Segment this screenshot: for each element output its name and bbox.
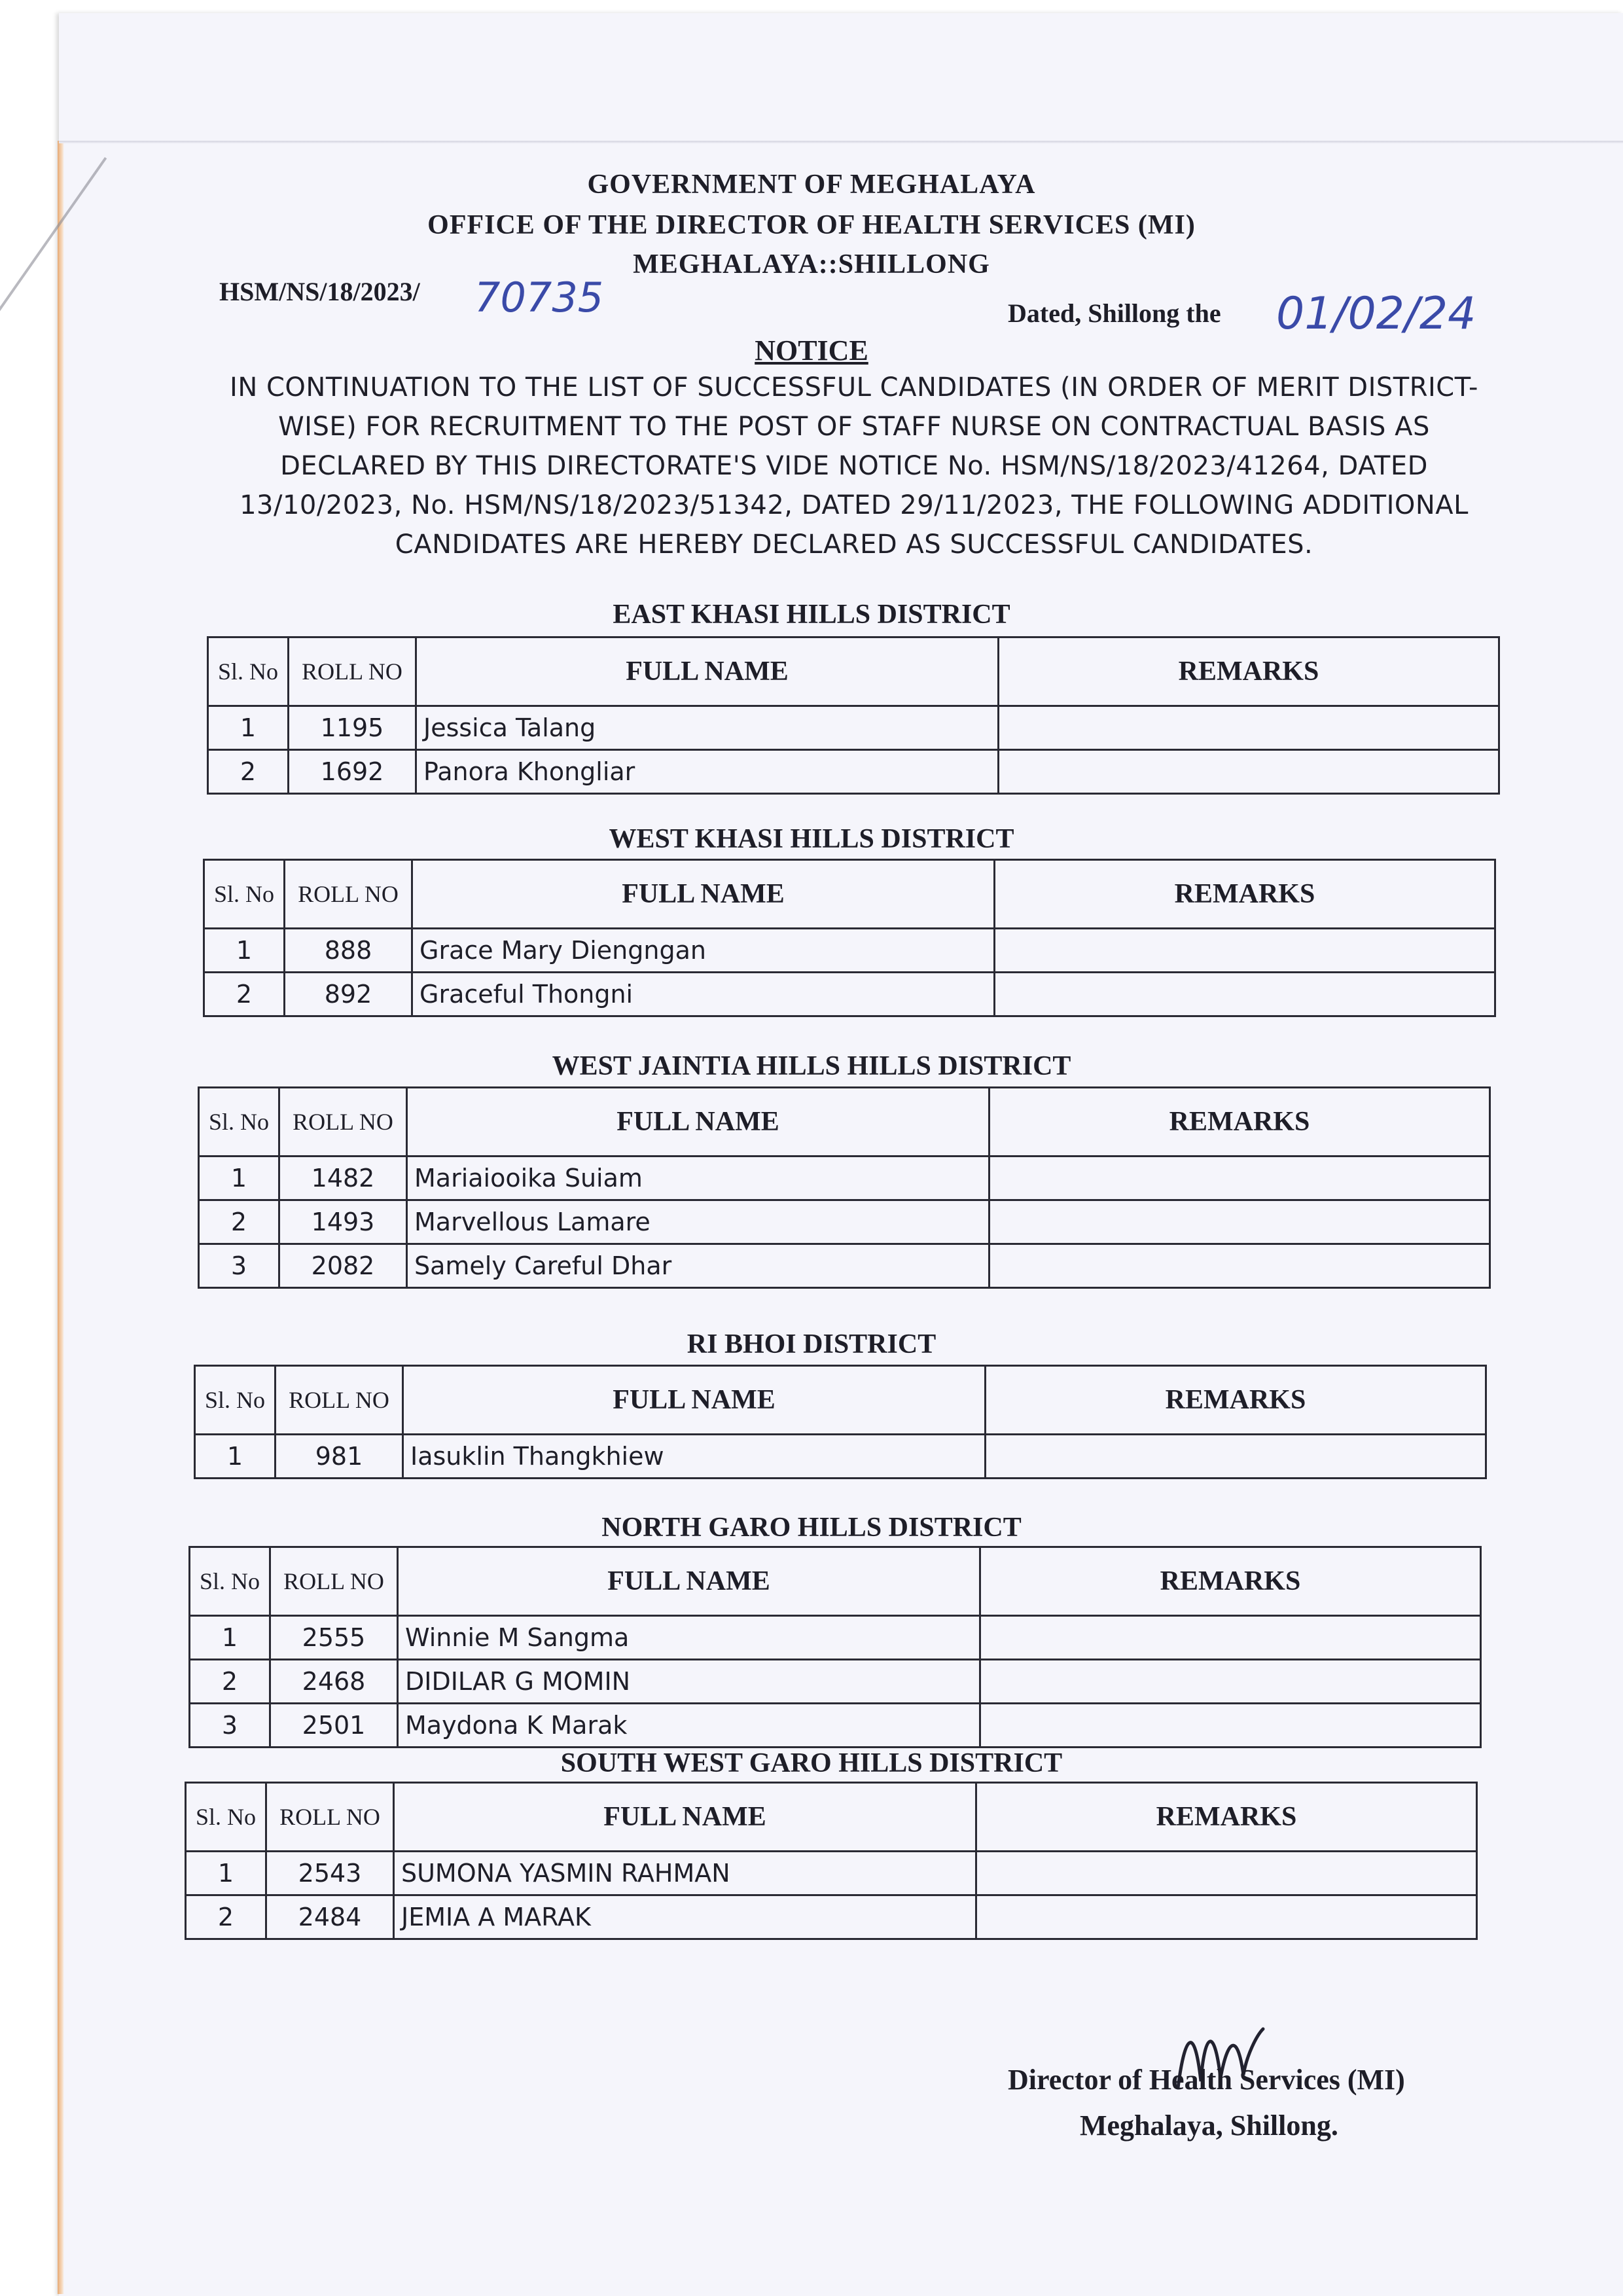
column-header-sl: Sl. No bbox=[204, 860, 285, 929]
cell-name: Maydona K Marak bbox=[398, 1704, 980, 1748]
notice-title: NOTICE bbox=[755, 334, 868, 367]
column-header-remarks: REMARKS bbox=[986, 1366, 1486, 1435]
column-header-roll: ROLL NO bbox=[270, 1547, 398, 1616]
header-government: GOVERNMENT OF MEGHALAYA bbox=[587, 170, 1036, 200]
cell-name: Grace Mary Diengngan bbox=[412, 929, 995, 973]
table-header-row bbox=[190, 1547, 1481, 1616]
cell-sl: 2 bbox=[190, 1660, 270, 1704]
paper-edge bbox=[58, 141, 64, 2294]
cell-remarks bbox=[999, 750, 1499, 794]
cell-remarks bbox=[980, 1660, 1481, 1704]
column-header-roll: ROLL NO bbox=[279, 1088, 407, 1157]
candidate-table bbox=[188, 1546, 1482, 1748]
candidate-table bbox=[185, 1782, 1478, 1940]
cell-sl: 1 bbox=[195, 1435, 276, 1479]
cell-sl: 3 bbox=[190, 1704, 270, 1748]
header-office: OFFICE OF THE DIRECTOR OF HEALTH SERVICES (MI) bbox=[427, 210, 1196, 240]
table-row bbox=[204, 973, 1495, 1016]
column-header-name: FULL NAME bbox=[412, 860, 995, 929]
table-header-row bbox=[195, 1366, 1486, 1435]
cell-remarks bbox=[976, 1895, 1477, 1939]
column-header-name: FULL NAME bbox=[416, 637, 999, 706]
cell-roll: 981 bbox=[276, 1435, 403, 1479]
candidate-table bbox=[194, 1365, 1487, 1479]
district-title: SOUTH WEST GARO HILLS DISTRICT bbox=[560, 1748, 1063, 1778]
cell-name: Marvellous Lamare bbox=[407, 1200, 990, 1244]
table-row bbox=[208, 750, 1499, 794]
cell-name: SUMONA YASMIN RAHMAN bbox=[394, 1852, 976, 1895]
column-header-name: FULL NAME bbox=[398, 1547, 980, 1616]
table-row bbox=[199, 1244, 1490, 1288]
cell-remarks bbox=[995, 973, 1495, 1016]
dated-label: Dated, Shillong the bbox=[1008, 298, 1221, 328]
table-row bbox=[190, 1660, 1481, 1704]
column-header-sl: Sl. No bbox=[186, 1783, 266, 1852]
column-header-name: FULL NAME bbox=[394, 1783, 976, 1852]
cell-sl: 1 bbox=[208, 706, 289, 750]
column-header-roll: ROLL NO bbox=[266, 1783, 394, 1852]
cell-name: Samely Careful Dhar bbox=[407, 1244, 990, 1288]
column-header-remarks: REMARKS bbox=[980, 1547, 1481, 1616]
cell-sl: 2 bbox=[186, 1895, 266, 1939]
cell-roll: 1692 bbox=[289, 750, 416, 794]
cell-roll: 888 bbox=[285, 929, 412, 973]
table-header-row bbox=[208, 637, 1499, 706]
date-handwritten: 01/02/24 bbox=[1276, 288, 1476, 340]
cell-roll: 2543 bbox=[266, 1852, 394, 1895]
cell-roll: 1493 bbox=[279, 1200, 407, 1244]
candidate-table bbox=[203, 859, 1496, 1017]
cell-name: Iasuklin Thangkhiew bbox=[403, 1435, 986, 1479]
cell-sl: 2 bbox=[208, 750, 289, 794]
cell-roll: 1482 bbox=[279, 1157, 407, 1200]
table-row bbox=[186, 1852, 1477, 1895]
district-title: NORTH GARO HILLS DISTRICT bbox=[601, 1513, 1022, 1543]
cell-sl: 2 bbox=[199, 1200, 279, 1244]
column-header-remarks: REMARKS bbox=[995, 860, 1495, 929]
column-header-remarks: REMARKS bbox=[990, 1088, 1490, 1157]
cell-roll: 1195 bbox=[289, 706, 416, 750]
column-header-sl: Sl. No bbox=[190, 1547, 270, 1616]
cell-sl: 3 bbox=[199, 1244, 279, 1288]
cell-name: Graceful Thongni bbox=[412, 973, 995, 1016]
cell-roll: 2082 bbox=[279, 1244, 407, 1288]
cell-sl: 2 bbox=[204, 973, 285, 1016]
candidate-table bbox=[207, 636, 1500, 795]
cell-roll: 2501 bbox=[270, 1704, 398, 1748]
column-header-name: FULL NAME bbox=[403, 1366, 986, 1435]
reference-prefix: HSM/NS/18/2023/ bbox=[219, 277, 420, 306]
table-row bbox=[204, 929, 1495, 973]
cell-name: Winnie M Sangma bbox=[398, 1616, 980, 1660]
cell-sl: 1 bbox=[186, 1852, 266, 1895]
table-row bbox=[186, 1895, 1477, 1939]
cell-name: Jessica Talang bbox=[416, 706, 999, 750]
column-header-roll: ROLL NO bbox=[276, 1366, 403, 1435]
column-header-sl: Sl. No bbox=[195, 1366, 276, 1435]
cell-sl: 1 bbox=[199, 1157, 279, 1200]
signatory-designation: Director of Health Services (MI) bbox=[1008, 2064, 1405, 2096]
cell-remarks bbox=[995, 929, 1495, 973]
column-header-remarks: REMARKS bbox=[976, 1783, 1477, 1852]
district-title: WEST KHASI HILLS DISTRICT bbox=[609, 824, 1014, 854]
cell-remarks bbox=[999, 706, 1499, 750]
table-header-row bbox=[199, 1088, 1490, 1157]
district-title: WEST JAINTIA HILLS HILLS DISTRICT bbox=[552, 1051, 1071, 1081]
cell-sl: 1 bbox=[190, 1616, 270, 1660]
cell-remarks bbox=[980, 1616, 1481, 1660]
table-row bbox=[190, 1616, 1481, 1660]
cell-name: DIDILAR G MOMIN bbox=[398, 1660, 980, 1704]
cell-roll: 892 bbox=[285, 973, 412, 1016]
header-location: MEGHALAYA::SHILLONG bbox=[633, 249, 990, 279]
cell-remarks bbox=[986, 1435, 1486, 1479]
table-header-row bbox=[186, 1783, 1477, 1852]
cell-remarks bbox=[976, 1852, 1477, 1895]
cell-roll: 2484 bbox=[266, 1895, 394, 1939]
table-row bbox=[199, 1157, 1490, 1200]
candidate-table bbox=[198, 1086, 1491, 1289]
cell-name: Panora Khongliar bbox=[416, 750, 999, 794]
cell-remarks bbox=[980, 1704, 1481, 1748]
cell-name: JEMIA A MARAK bbox=[394, 1895, 976, 1939]
notice-body: IN CONTINUATION TO THE LIST OF SUCCESSFUL CANDIDATES (IN ORDER OF MERIT DISTRICT-WISE) FOR RECRUITMENT TO THE POST OF STAFF NURSE ON CONTRACTUAL BASIS AS DECLARED BY THIS DIRECTORATE'S VIDE NOTICE No. HSM/NS/18/2023/41264, DATED 13/10/2023, No. HSM/NS/18/2023/51342, DATED 29/11/2023, THE FOLLOWING ADDITIONAL CANDIDATES ARE HEREBY DECLARED AS SUCCESSFUL CANDIDATES. bbox=[230, 372, 1478, 560]
table-header-row bbox=[204, 860, 1495, 929]
column-header-roll: ROLL NO bbox=[289, 637, 416, 706]
district-title: RI BHOI DISTRICT bbox=[687, 1329, 936, 1359]
reference-number-handwritten: 70735 bbox=[474, 274, 604, 321]
column-header-roll: ROLL NO bbox=[285, 860, 412, 929]
column-header-sl: Sl. No bbox=[199, 1088, 279, 1157]
table-row bbox=[208, 706, 1499, 750]
column-header-sl: Sl. No bbox=[208, 637, 289, 706]
cell-roll: 2468 bbox=[270, 1660, 398, 1704]
cell-remarks bbox=[990, 1244, 1490, 1288]
district-title: EAST KHASI HILLS DISTRICT bbox=[613, 600, 1010, 630]
table-row bbox=[199, 1200, 1490, 1244]
cell-name: Mariaiooika Suiam bbox=[407, 1157, 990, 1200]
cell-roll: 2555 bbox=[270, 1616, 398, 1660]
table-row bbox=[195, 1435, 1486, 1479]
column-header-remarks: REMARKS bbox=[999, 637, 1499, 706]
cell-sl: 1 bbox=[204, 929, 285, 973]
table-row bbox=[190, 1704, 1481, 1748]
cell-remarks bbox=[990, 1157, 1490, 1200]
cell-remarks bbox=[990, 1200, 1490, 1244]
signatory-place: Meghalaya, Shillong. bbox=[1080, 2109, 1338, 2142]
paper-fold bbox=[59, 141, 1623, 143]
column-header-name: FULL NAME bbox=[407, 1088, 990, 1157]
